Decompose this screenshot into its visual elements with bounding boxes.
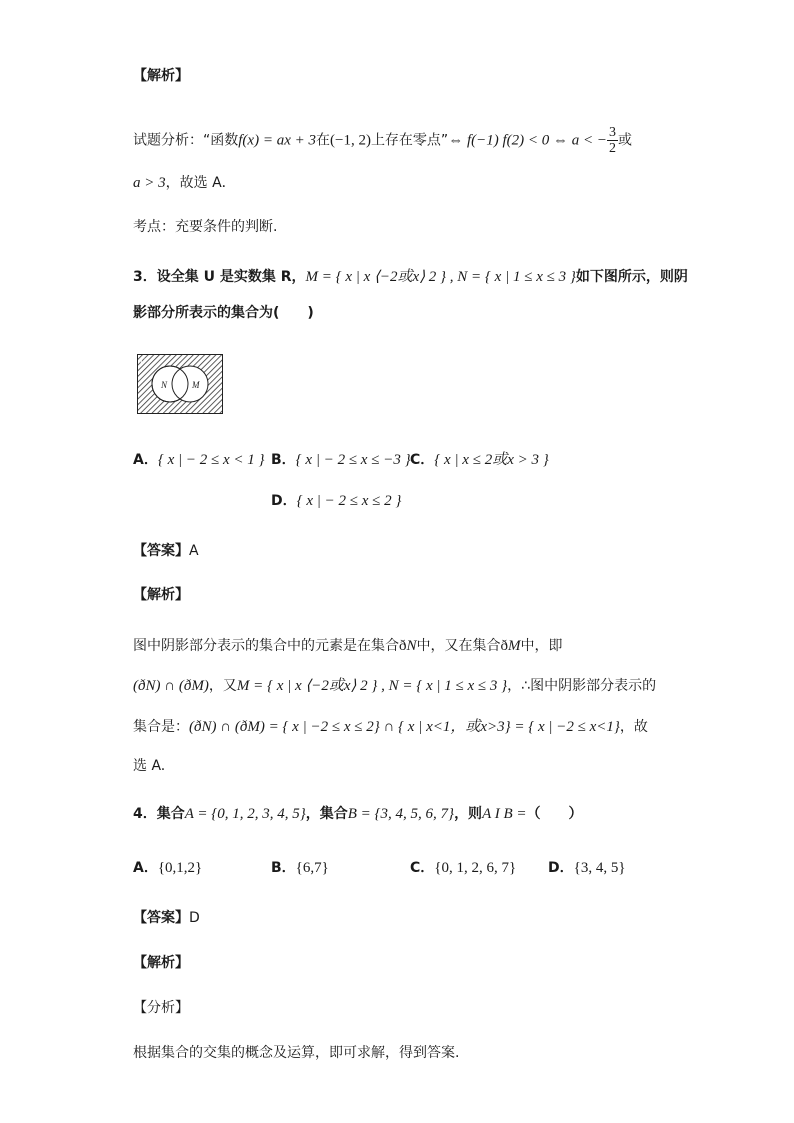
text: 3．设全集 U 是实数集 R，: [133, 269, 306, 285]
math-sets: M = { x | x ⟨−2或x⟩ 2 } , N = { x | 1 ≤ x ≤ 3 }: [305, 269, 576, 285]
text: （ ）: [526, 806, 583, 822]
math-set-a: A = {0, 1, 2, 3, 4, 5}: [184, 806, 306, 822]
text: ，∴图中阴影部分表示的: [507, 678, 657, 694]
answer-label: 【答案】: [133, 910, 189, 926]
option-value: {6,7}: [295, 860, 329, 876]
fraction-denominator: 2: [609, 141, 617, 156]
answer-4: [133, 908, 664, 928]
math-function: f(x) = ax + 3: [238, 132, 316, 149]
option-c: [410, 858, 516, 878]
option-label: A．: [133, 860, 158, 876]
math-expression: (ðN) ∩ (ðM): [133, 678, 209, 694]
question-3-line-1: [133, 267, 688, 287]
explanation-line-1: [133, 636, 664, 656]
text: 中，又在集合: [416, 638, 501, 654]
text: 试题分析：“函数: [133, 132, 239, 149]
set-n: N: [406, 638, 417, 654]
option-label: A．: [133, 452, 158, 468]
analysis-line-2: [133, 173, 664, 193]
math-sets: M = { x | x ⟨−2或x⟩ 2 } , N = { x | 1 ≤ x ≤ 3 }: [236, 678, 508, 694]
option-a: [133, 450, 265, 470]
explanation-line-4: 选 A.: [133, 758, 166, 774]
text: 4．集合: [133, 806, 185, 822]
label-u: U: [140, 357, 146, 366]
question-3-line-2: 影部分所表示的集合为( ): [133, 305, 314, 321]
text: ，故: [619, 719, 648, 735]
text: 或: [618, 132, 633, 149]
option-value: { x | − 2 ≤ x < 1 }: [157, 452, 265, 468]
label-n: N: [161, 380, 168, 390]
option-label: B．: [271, 452, 296, 468]
text: 上存在零点”: [370, 132, 449, 149]
option-value: {0, 1, 2, 6, 7}: [434, 860, 517, 876]
set-m: M: [508, 638, 521, 654]
text: 在: [315, 132, 330, 149]
math-interval: (−1, 2): [329, 132, 371, 149]
section-heading-analysis: 【解析】: [133, 68, 189, 84]
option-label: C．: [410, 452, 435, 468]
explanation-line-2: [133, 676, 664, 696]
math-set-b: B = {3, 4, 5, 6, 7}: [347, 806, 455, 822]
math-expression: (ðN) ∩ (ðM) = { x | −2 ≤ x ≤ 2} ∩ { x | x<1，或x>3} = { x | −2 ≤ x<1}: [189, 719, 620, 735]
option-d: [271, 491, 401, 511]
option-c: [410, 450, 549, 470]
option-b: [271, 450, 411, 470]
option-value: {0,1,2}: [157, 860, 203, 876]
math-intersection: A I B =: [482, 806, 527, 822]
complement-symbol: ð: [399, 638, 407, 654]
text: 图中阴影部分表示的集合中的元素是在集合: [133, 638, 399, 654]
explanation-line-3: [133, 717, 664, 737]
answer-label: 【答案】: [133, 543, 189, 559]
fraction-numerator: 3: [609, 125, 617, 140]
option-label: B．: [271, 860, 296, 876]
text: ，又: [208, 678, 237, 694]
answer-value: A: [189, 543, 199, 559]
fraction: [607, 125, 618, 156]
option-label: D．: [548, 860, 574, 876]
option-b: [271, 858, 329, 878]
option-value: {3, 4, 5}: [573, 860, 626, 876]
analysis-line-1: [133, 125, 664, 156]
section-heading-analysis: 【解析】: [133, 587, 189, 603]
analysis-conclusion: 根据集合的交集的概念及运算，即可求解，得到答案.: [133, 1045, 460, 1061]
text: 中，即: [520, 638, 563, 654]
section-heading-analysis: 【解析】: [133, 955, 189, 971]
option-value: { x | − 2 ≤ x ≤ 2 }: [296, 493, 402, 509]
label-m: M: [192, 380, 200, 390]
option-label: C．: [410, 860, 435, 876]
text: ，集合: [305, 806, 348, 822]
section-heading-fenxi: 【分析】: [133, 1000, 189, 1016]
kaodian-line: 考点：充要条件的判断.: [133, 219, 278, 235]
answer-value: D: [189, 910, 200, 926]
answer-3: [133, 541, 664, 561]
option-label: D．: [271, 493, 297, 509]
set-m-circle: [172, 366, 208, 402]
complement-symbol: ð: [500, 638, 509, 654]
math-equivalence: ⇔ f(−1) f(2) < 0 ⇔ a < −: [448, 132, 608, 149]
option-a: [133, 858, 202, 878]
option-value: { x | − 2 ≤ x ≤ −3 }: [295, 452, 411, 468]
text: 集合是：: [133, 719, 189, 735]
option-d: [548, 858, 626, 878]
venn-diagram: [137, 354, 223, 414]
text: ，则: [454, 806, 483, 822]
text: ，故选 A．: [165, 175, 236, 191]
text: 如下图所示，则阴: [575, 269, 688, 285]
question-4: [133, 804, 664, 824]
option-value: { x | x ≤ 2或x > 3 }: [434, 452, 549, 468]
math-condition: a > 3: [133, 175, 166, 191]
